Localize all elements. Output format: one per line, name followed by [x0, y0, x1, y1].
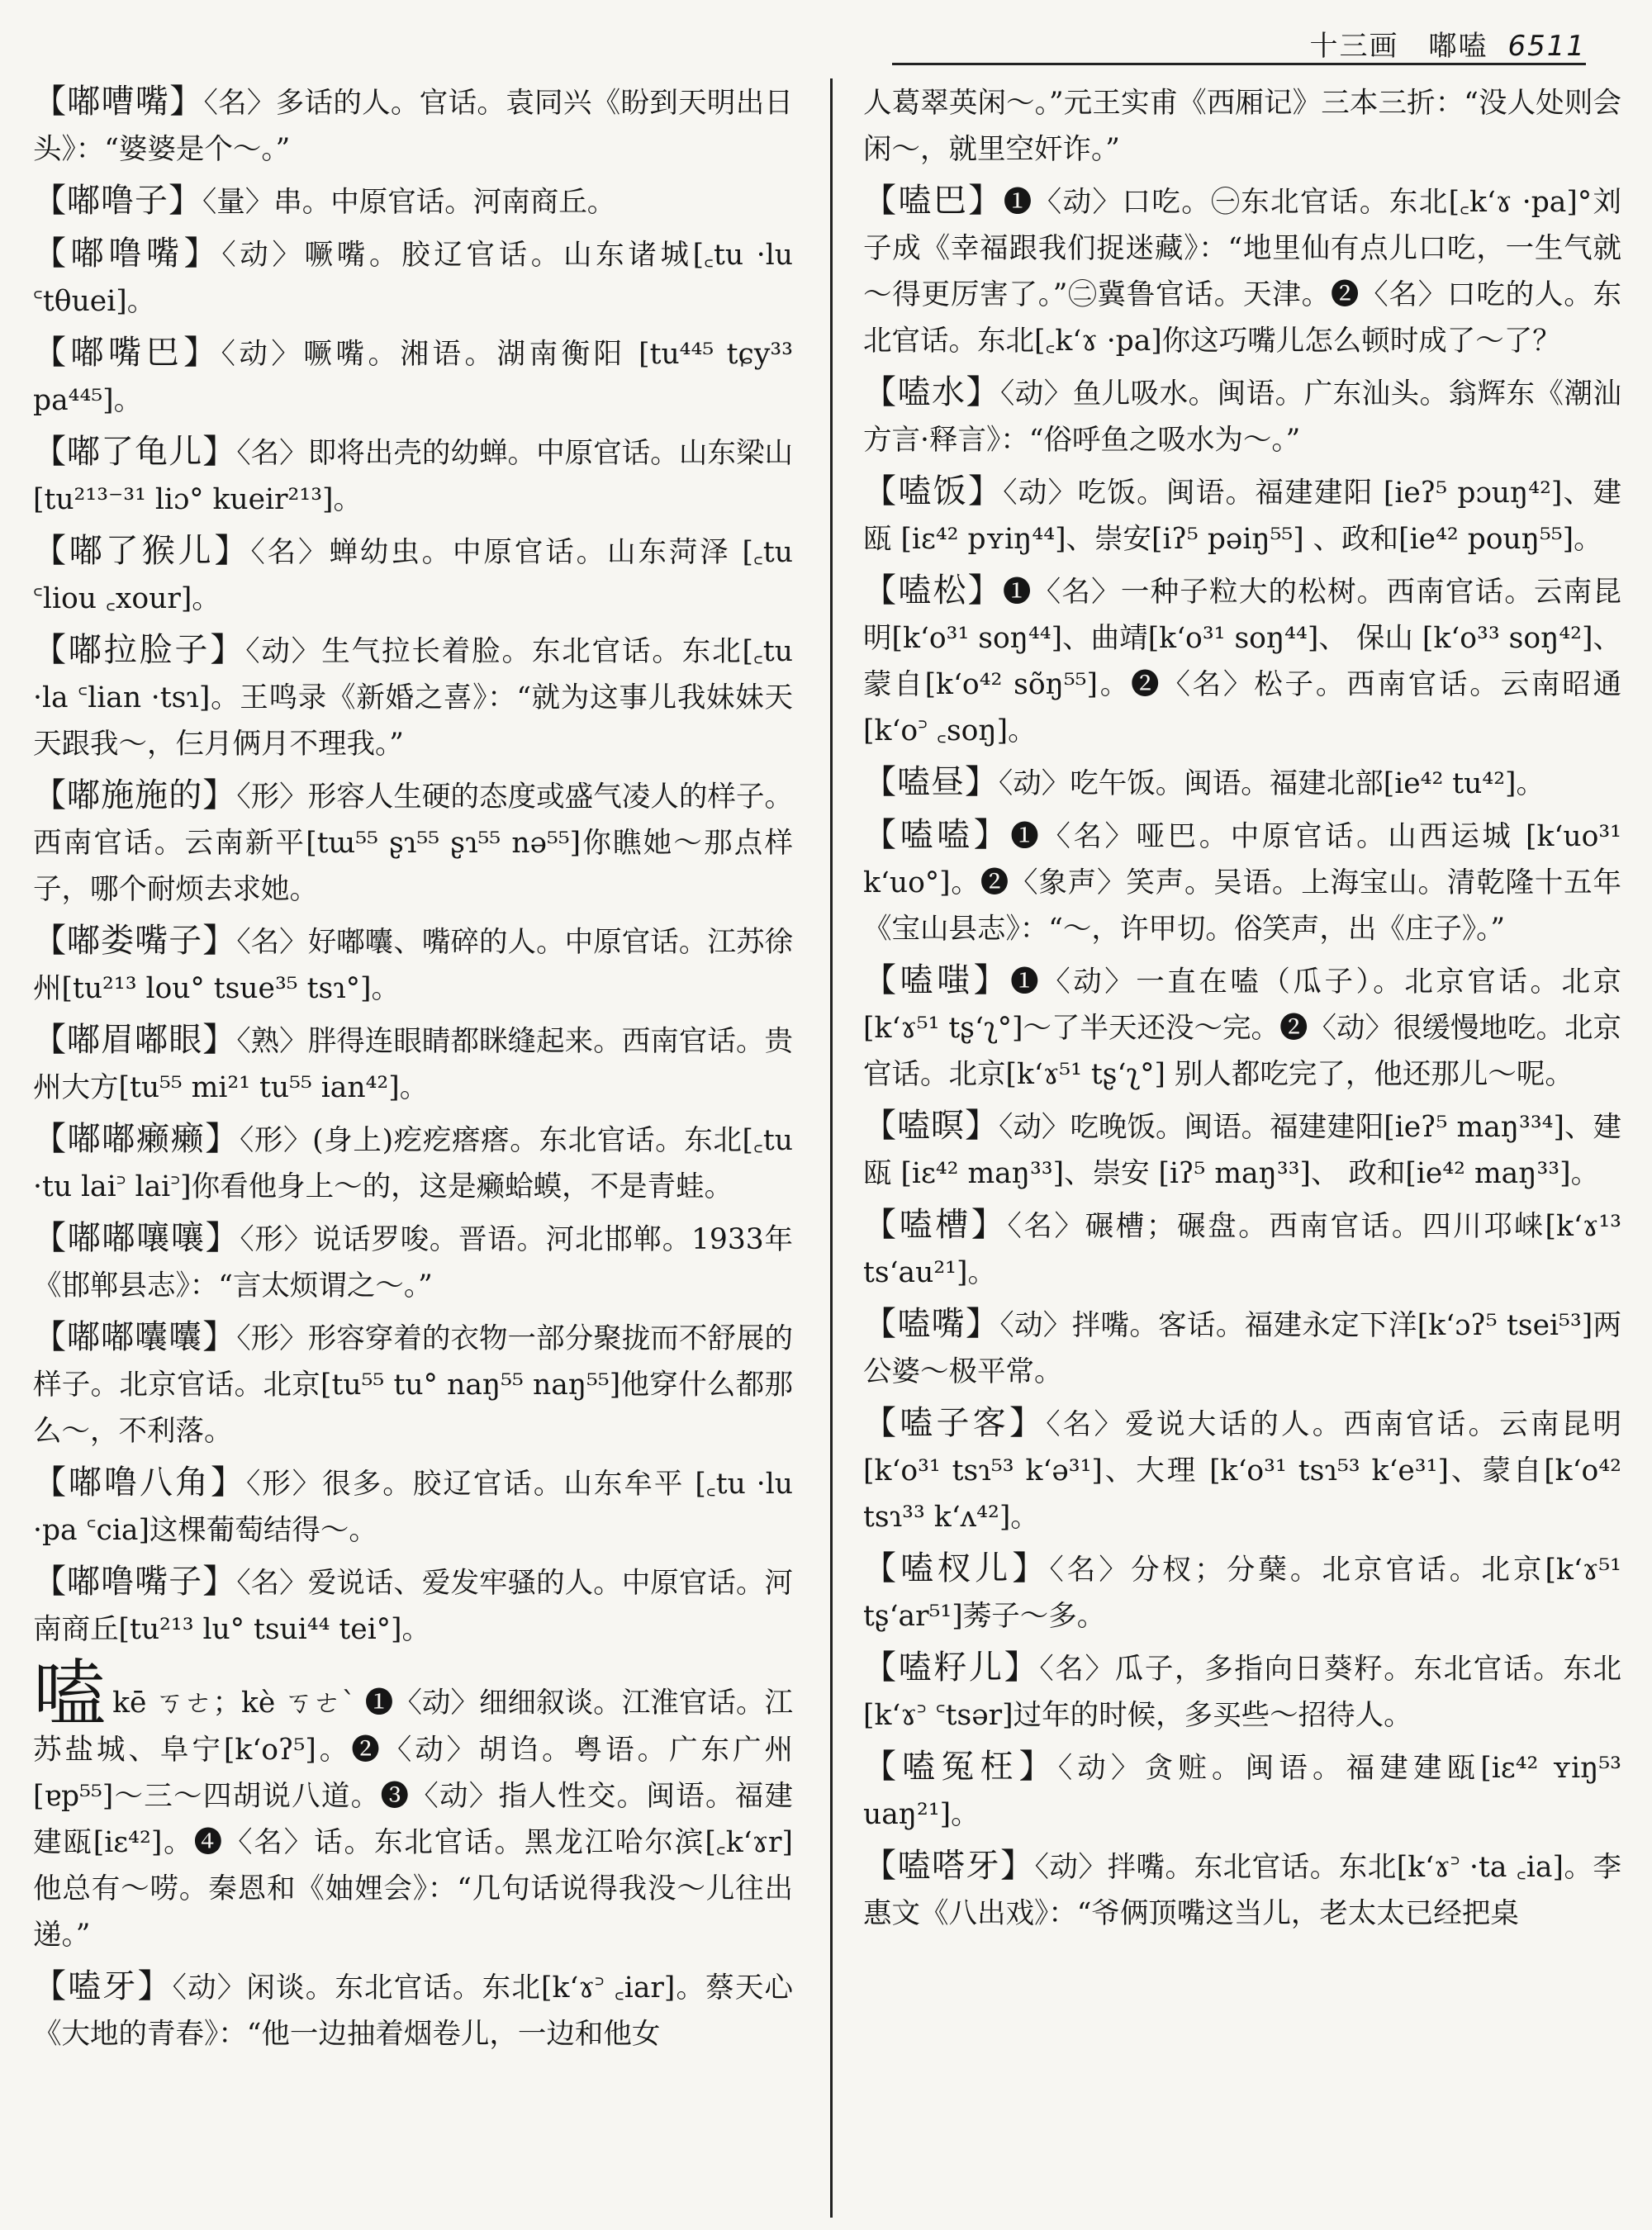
- entry-definition: ❶〈名〉一种子粒大的松树。西南官话。云南昆明[k‘o³¹ soŋ⁴⁴]、曲靖[k‘o³¹ soŋ⁴⁴]、 保山 [k‘o³³ soŋ⁴²]、蒙自[k‘o⁴² sõŋ⁵⁵]。❷〈名〉松子。西南官话。云南昭通[k‘o꜄ ꜀soŋ]。: [863, 576, 1621, 747]
- entry: [863, 812, 1621, 952]
- entry: [863, 1545, 1621, 1639]
- entry-headword: 【嗑嗑】: [863, 816, 1011, 854]
- entry: [863, 1400, 1621, 1540]
- entry-headword: 【嘟了猴儿】: [33, 532, 251, 570]
- entry-definition: ❶〈动〉一直在嗑（瓜子）。北京官话。北京[k‘ɤ⁵¹ tʂ‘ʅ°]～了半天还没～完。❷〈动〉很缓慢地吃。北京官话。北京[k‘ɤ⁵¹ tʂ‘ʅ°] 别人都吃完了，他还那儿～呢。: [863, 966, 1621, 1091]
- entry-definition: 〈形〉很多。胶辽官话。山东牟平 [꜀tu ·lu ·pa ꜂cia]这棵葡萄结得～。: [33, 1468, 793, 1547]
- entry-headword: 【嘟嘈嘴】: [33, 83, 204, 121]
- right-column: [863, 78, 1621, 2226]
- entry: [33, 1017, 793, 1111]
- char-pron: kē ㄎㄜ；kè ㄎㄜˋ: [112, 1687, 356, 1720]
- entry-headword: 【嗑籽儿】: [863, 1649, 1040, 1687]
- entry-headword: 【嗑牙】: [33, 1967, 173, 2005]
- entry-definition: 〈动〉生气拉长着脸。东北官话。东北[꜀tu ·la ꜂lian ·tsɿ]。王鸣录《新婚之喜》：“就为这事儿我妹妹天天跟我～，仨月俩月不理我。”: [33, 635, 793, 761]
- entry-headword: 【嗑暝】: [863, 1107, 999, 1145]
- entry: [863, 78, 1621, 173]
- entry: [33, 918, 793, 1012]
- entry-definition: 〈名〉分杈；分蘖。北京官话。北京[k‘ɤ⁵¹ tʂ‘ar⁵¹]莠子～多。: [863, 1554, 1621, 1633]
- entry-headword: 【嘟噜八角】: [33, 1464, 247, 1502]
- entry-definition: 〈动〉拌嘴。东北官话。东北[k‘ɤ꜄ ·ta ꜀ia]。李惠文《八出戏》：“爷俩顶嘴这当儿，老太太已经把桌: [863, 1851, 1621, 1930]
- entry-headword: 【嗑松】: [863, 572, 1003, 610]
- section-label: 十三画 嘟嗑: [1309, 30, 1488, 63]
- entry-headword: 【嗑冤枉】: [863, 1748, 1058, 1786]
- entry: [33, 1314, 793, 1454]
- entry: [33, 1459, 793, 1554]
- entry: [33, 627, 793, 767]
- entry-definition: 〈动〉贪赃。闽语。福建建瓯[iɛ⁴² ʏiŋ⁵³ uaŋ²¹]。: [863, 1752, 1621, 1831]
- entry: [33, 528, 793, 622]
- entry-headword: 【嗑昼】: [863, 763, 999, 801]
- page-number: 6511: [1507, 30, 1586, 63]
- entry-headword: 【嘟眉嘟眼】: [33, 1021, 237, 1059]
- column-divider: [830, 78, 833, 2218]
- entry: [33, 772, 793, 913]
- entry-headword: 【嘟嘟癞癞】: [33, 1120, 240, 1158]
- entry-headword: 【嘟噜子】: [33, 182, 202, 220]
- entry: [863, 567, 1621, 754]
- entry-definition: 〈动〉吃饭。闽语。福建建阳 [ieʔ⁵ pɔuŋ⁴²]、建瓯 [iɛ⁴² pʏiŋ⁴⁴]、崇安[iʔ⁵ pəiŋ⁵⁵] 、政和[ie⁴² pouŋ⁵⁵]。: [863, 477, 1621, 556]
- entry: [863, 1103, 1621, 1197]
- header-rule: [892, 63, 1586, 65]
- char-entry: [33, 1651, 793, 1958]
- entry-definition: 〈量〉串。中原官话。河南商丘。: [202, 186, 616, 219]
- entry-definition: 〈动〉噘嘴。湘语。湖南衡阳 [tu⁴⁴⁵ tɕy³³ pa⁴⁴⁵]。: [33, 338, 793, 417]
- entry-headword: 【嘟嘴巴】: [33, 334, 221, 372]
- entry-definition: 〈动〉噘嘴。胶辽官话。山东诸城[꜀tu ·lu ꜂tθuei]。: [33, 239, 793, 318]
- entry: [33, 1215, 793, 1309]
- entry: [863, 369, 1621, 463]
- entry-headword: 【嘟拉脸子】: [33, 631, 246, 669]
- entry-headword: 【嗑槽】: [863, 1206, 1008, 1244]
- entry-headword: 【嘟噜嘴子】: [33, 1563, 237, 1601]
- entry-definition: ❶〈动〉口吃。㊀东北官话。东北[꜀k‘ɤ ·pa]°刘子成《幸福跟我们捉迷藏》：“地里仙有点儿口吃，一生气就～得更厉害了。”㊁冀鲁官话。天津。❷〈名〉口吃的人。东北官话。东北[꜀k‘ɤ ·pa]你这巧嘴儿怎么顿时成了～了？: [863, 186, 1621, 358]
- entry-definition: 〈动〉吃晚饭。闽语。福建建阳[ieʔ⁵ maŋ³³⁴]、建瓯 [iɛ⁴² maŋ³³]、崇安 [iʔ⁵ maŋ³³]、 政和[ie⁴² maŋ³³]。: [863, 1111, 1621, 1190]
- entry-headword: 【嗑饭】: [863, 472, 1004, 510]
- entry-definition: 〈动〉鱼儿吸水。闽语。广东汕头。翁辉东《潮汕方言·释言》：“俗呼鱼之吸水为～。”: [863, 377, 1621, 457]
- entry: [863, 1644, 1621, 1739]
- entry-headword: 【嘟施施的】: [33, 776, 237, 814]
- entry-headword: 【嗑水】: [863, 373, 1000, 411]
- entry-headword: 【嘟了龟儿】: [33, 433, 237, 471]
- entry-definition: 〈名〉蝉幼虫。中原官话。山东菏泽 [꜀tu ꜂liou ꜀xour]。: [33, 536, 793, 615]
- entry: [863, 178, 1621, 364]
- entry-definition: 〈形〉(身上)疙疙瘩瘩。东北官话。东北[꜀tu ·tu lai꜄ lai꜄]你看他身上～的，这是癞蛤蟆，不是青蛙。: [33, 1124, 793, 1203]
- entry-headword: 【嗑杈儿】: [863, 1549, 1050, 1587]
- entry: [863, 1301, 1621, 1395]
- entry: [863, 759, 1621, 807]
- entry-headword: 【嗑巴】: [863, 182, 1004, 220]
- entry-definition: 〈动〉拌嘴。客话。福建永定下洋[k‘ɔʔ⁵ tsei⁵³]两公婆～极平常。: [863, 1309, 1621, 1388]
- entry-definition: 〈熟〉胖得连眼睛都眯缝起来。西南官话。贵州大方[tu⁵⁵ mi²¹ tu⁵⁵ ian⁴²]。: [33, 1025, 793, 1104]
- entry-definition: 〈名〉爱说大话的人。西南官话。云南昆明[k‘o³¹ tsɿ⁵³ k‘ə³¹]、大理 [k‘o³¹ tsɿ⁵³ k‘e³¹]、蒙自[k‘o⁴² tsɿ³³ k‘ʌ⁴²]。: [863, 1408, 1621, 1534]
- entry: [33, 429, 793, 523]
- left-column: [33, 78, 793, 2226]
- entry: [863, 1202, 1621, 1296]
- entry: [863, 957, 1621, 1098]
- entry-headword: 【嗑嘴】: [863, 1305, 1000, 1343]
- entry-headword: 【嗑嗤】: [863, 961, 1011, 999]
- entry-headword: 【嘟娄嘴子】: [33, 922, 237, 960]
- entry-definition: 人葛翠英闲～。”元王实甫《西厢记》三本三折：“没人处则会闲～，就里空奸诈。”: [863, 87, 1621, 166]
- entry: [33, 1559, 793, 1653]
- entry-definition: 〈形〉形容穿着的衣物一部分聚拢而不舒展的样子。北京官话。北京[tu⁵⁵ tu° naŋ⁵⁵ naŋ⁵⁵]他穿什么都那么～，不利落。: [33, 1322, 793, 1448]
- entry-headword: 【嗑嗒牙】: [863, 1847, 1035, 1885]
- page-header: [33, 17, 1619, 66]
- entry-definition: 〈名〉好嘟囔、嘴碎的人。中原官话。江苏徐州[tu²¹³ lou° tsue³⁵ tsɿ°]。: [33, 926, 793, 1005]
- entry-definition: 〈名〉瓜子，多指向日葵籽。东北官话。东北[k‘ɤ꜄ ꜂tsər]过年的时候，多买些～招待人。: [863, 1653, 1621, 1732]
- entry: [33, 330, 793, 424]
- entry: [33, 230, 793, 325]
- entry: [863, 1843, 1621, 1937]
- entry: [863, 468, 1621, 562]
- entry-definition: 〈名〉多话的人。官话。袁同兴《盼到天明出日头》：“婆婆是个～。”: [33, 87, 793, 166]
- entry-definition: 〈名〉即将出壳的幼蝉。中原官话。山东梁山[tu²¹³⁻³¹ liɔ° kueir²¹³]。: [33, 437, 793, 516]
- entry-headword: 【嘟嘟囔囔】: [33, 1318, 237, 1356]
- entry-headword: 【嗑子客】: [863, 1404, 1047, 1442]
- char-definition: ❶〈动〉细细叙谈。江淮官话。江苏盐城、阜宁[k‘oʔ⁵]。❷〈动〉胡诌。粤语。广东广州[ɐp⁵⁵]～三～四胡说八道。❸〈动〉指人性交。闽语。福建建瓯[iɛ⁴²]。❹〈名〉话。东北官话。黑龙江哈尔滨[꜀k‘ɤr] 他总有～唠。秦恩和《妯娌会》：“几句话说得我没～儿往出递。”: [33, 1687, 793, 1952]
- entry-definition: 〈动〉闲谈。东北官话。东北[k‘ɤ꜄ ꜀iar]。蔡天心《大地的青春》：“他一边抽着烟卷儿，一边和他女: [33, 1971, 793, 2051]
- entry: [33, 1963, 793, 2057]
- entry-definition: 〈形〉形容人生硬的态度或盛气凌人的样子。西南官话。云南新平[tɯ⁵⁵ ʂɿ⁵⁵ ʂɿ⁵⁵ nə⁵⁵]你瞧她～那点样子，哪个耐烦去求她。: [33, 780, 793, 906]
- entry-definition: ❶〈名〉哑巴。中原官话。山西运城 [k‘uo³¹ k‘uo°]。❷〈象声〉笑声。吴语。上海宝山。清乾隆十五年《宝山县志》：“～，许甲切。俗笑声，出《庄子》。”: [863, 820, 1621, 946]
- entry: [33, 178, 793, 225]
- running-head: [1309, 23, 1586, 64]
- entry-headword: 【嘟噜嘴】: [33, 235, 222, 273]
- entry-definition: 〈名〉爱说话、爱发牢骚的人。中原官话。河南商丘[tu²¹³ lu° tsui⁴⁴ tei°]。: [33, 1567, 793, 1646]
- entry-headword: 【嘟嘟嚷嚷】: [33, 1219, 240, 1257]
- entry: [33, 1116, 793, 1210]
- entry: [33, 78, 793, 173]
- entry-definition: 〈动〉吃午饭。闽语。福建北部[ie⁴² tu⁴²]。: [999, 767, 1545, 800]
- entry-definition: 〈名〉碾槽；碾盘。西南官话。四川邛崃[k‘ɤ¹³ ts‘au²¹]。: [863, 1210, 1621, 1289]
- headword-char: 嗑: [33, 1651, 107, 1736]
- entry: [863, 1744, 1621, 1838]
- entry-definition: 〈形〉说话罗唆。晋语。河北邯郸。1933年《邯郸县志》：“言太烦谓之～。”: [33, 1223, 793, 1302]
